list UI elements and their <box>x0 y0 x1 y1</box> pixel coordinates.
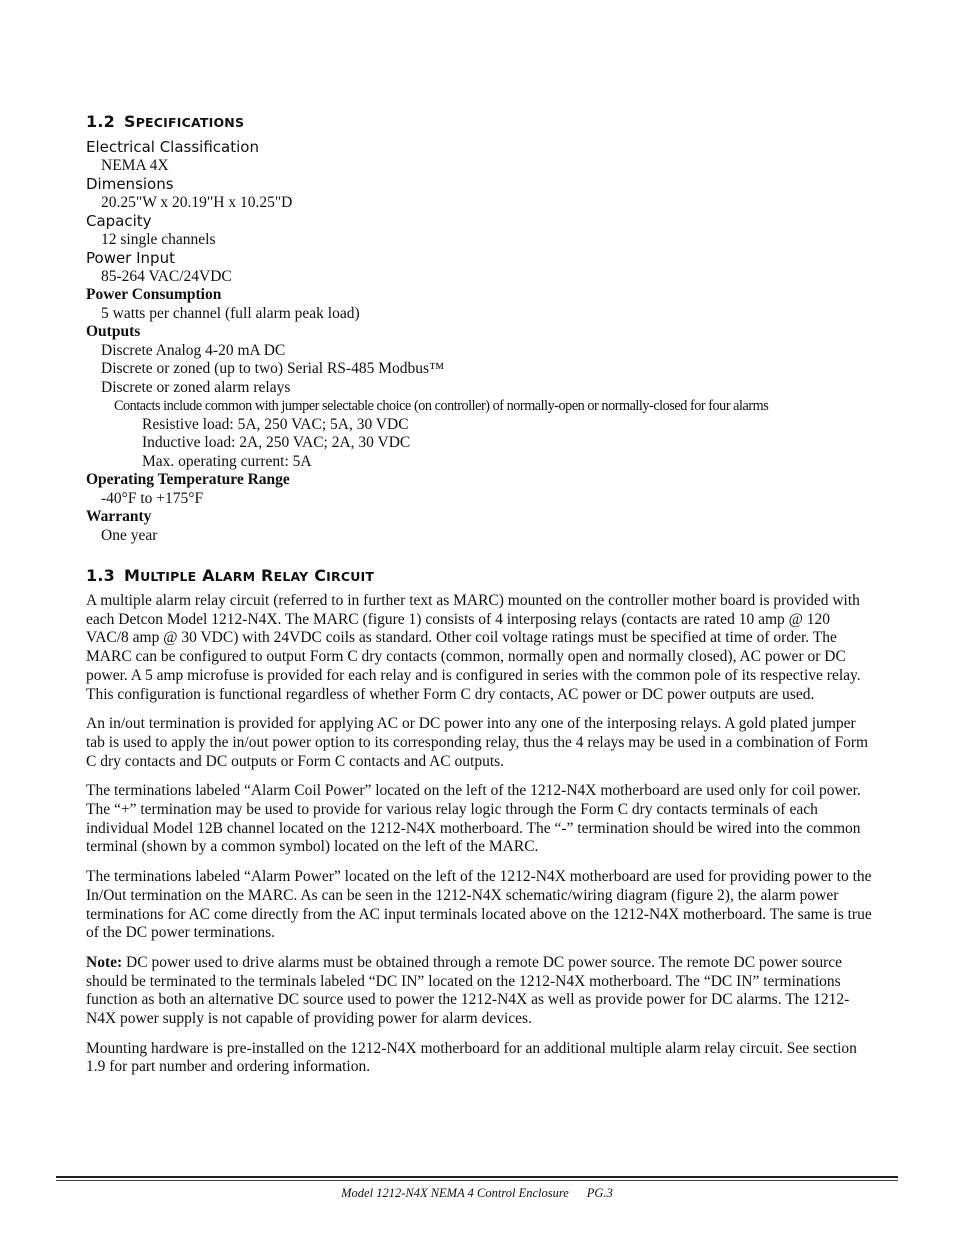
spec-value-output-contacts: Contacts include common with jumper selectable choice (on controller) of normally-open or normally-closed for four alarms <box>114 398 769 414</box>
section-number: 1.3 <box>86 566 115 585</box>
spec-value-max-current: Max. operating current: 5A <box>142 452 312 470</box>
spec-label-capacity: Capacity <box>86 212 152 230</box>
heading-rest: IRCUIT <box>326 569 375 584</box>
spec-label-outputs: Outputs <box>86 323 141 340</box>
section-number: 1.2 <box>86 112 115 131</box>
page-content <box>86 108 876 1088</box>
heading-initial: C <box>314 566 327 585</box>
spec-label-dimensions: Dimensions <box>86 175 174 193</box>
footer-title: Model 1212-N4X NEMA 4 Control Enclosure <box>341 1186 569 1200</box>
spec-label-temperature: Operating Temperature Range <box>86 471 290 488</box>
spec-value-power-consumption: 5 watts per channel (full alarm peak load) <box>101 304 360 322</box>
heading-rest: ULTIPLE <box>140 569 197 584</box>
spec-value-output-analog: Discrete Analog 4-20 mA DC <box>101 341 286 359</box>
spec-label-power-input: Power Input <box>86 249 175 267</box>
spec-value-dimensions: 20.25"W x 20.19"H x 10.25"D <box>101 193 293 211</box>
heading-initial: S <box>123 112 136 131</box>
spec-value-electrical: NEMA 4X <box>101 156 169 174</box>
heading-initial: A <box>202 566 215 585</box>
paragraph-in-out-termination: An in/out termination is provided for applying AC or DC power into any one of the interposing relays. A gold plated jumper tab is used to apply the in/out power option to its corresponding relay, thus the 4 relays may be used in a combination of Form C dry contacts and DC outputs or Form C contacts and AC outputs. <box>86 715 869 770</box>
heading-rest: ELAY <box>273 569 309 584</box>
spec-value-power-input: 85-264 VAC/24VDC <box>101 267 232 285</box>
spec-value-capacity: 12 single channels <box>101 230 216 248</box>
note-text: DC power used to drive alarms must be obtained through a remote DC power source. The remote DC power source should be terminated to the terminals labeled “DC IN” located on the 1212-N4X motherboard. The “DC IN” terminations function as both an alternative DC source used to power the 1212-N4X as well as provide power for DC alarms. The 1212-N4X power supply is not capable of providing power for alarm devices. <box>86 953 850 1028</box>
spec-value-inductive-load: Inductive load: 2A, 250 VAC; 2A, 30 VDC <box>142 434 411 451</box>
paragraph-mounting-hardware: Mounting hardware is pre-installed on the 1212-N4X motherboard for an additional multiple alarm relay circuit. See section 1.9 for part number and ordering information. <box>86 1039 857 1076</box>
section-heading-marc <box>86 562 876 591</box>
footer-rule-thick <box>56 1176 898 1178</box>
spec-value-temperature: -40°F to +175°F <box>101 489 204 507</box>
spec-value-output-serial: Discrete or zoned (up to two) Serial RS-485 Modbus™ <box>101 360 445 377</box>
heading-rest: PECIFICATIONS <box>135 115 245 130</box>
paragraph-alarm-power: The terminations labeled “Alarm Power” located on the left of the 1212-N4X motherboard are used for providing power to the In/Out termination on the MARC. As can be seen in the 1212-N4X schematic/wiring diagram (figure 2), the alarm power terminations for AC come directly from the AC input terminals located above on the 1212-N4X motherboard. The same is true of the DC power terminations. <box>86 868 872 942</box>
paragraph-alarm-coil-power: The terminations labeled “Alarm Coil Power” located on the left of the 1212-N4X motherboard are used only for coil power. The “+” termination may be used to provide for various relay logic through the Form C dry contacts terminals of each individual Model 12B channel located on the 1212-N4X motherboard. The “-” termination should be wired into the common terminal (shown by a common symbol) located on the left of the MARC. <box>86 782 861 856</box>
section-heading-specifications <box>86 108 876 137</box>
page-footer <box>0 1186 954 1201</box>
heading-rest: LARM <box>214 569 256 584</box>
spec-label-warranty: Warranty <box>86 508 152 525</box>
spec-label-power-consumption: Power Consumption <box>86 286 222 303</box>
spec-value-warranty: One year <box>101 526 158 544</box>
spec-list <box>86 138 876 545</box>
footer-page-number: PG.3 <box>586 1186 613 1200</box>
spec-value-output-relays: Discrete or zoned alarm relays <box>101 378 291 396</box>
spec-value-resistive-load: Resistive load: 5A, 250 VAC; 5A, 30 VDC <box>142 415 409 433</box>
paragraph-dc-note <box>86 954 876 1029</box>
heading-initial: R <box>261 566 274 585</box>
spec-label-electrical: Electrical Classification <box>86 138 259 156</box>
note-label: Note: <box>86 953 123 971</box>
footer-rule-thin <box>56 1180 898 1181</box>
marc-body <box>86 592 876 1077</box>
heading-initial: M <box>123 566 141 585</box>
paragraph-marc-overview: A multiple alarm relay circuit (referred to in further text as MARC) mounted on the controller mother board is provided with each Detcon Model 1212-N4X. The MARC (figure 1) consists of 4 interposing relays (contacts are rated 10 amp @ 120 VAC/8 amp @ 30 VDC) with 24VDC coils as standard. Other coil voltage ratings must be specified at time of order. The MARC can be configured to output Form C dry contacts (common, normally open and normally closed), AC power or DC power. A 5 amp microfuse is provided for each relay and is configured in series with the common pole of its respective relay. This configuration is functional regardless of whether Form C dry contacts, AC power or DC power outputs are used. <box>86 592 861 703</box>
